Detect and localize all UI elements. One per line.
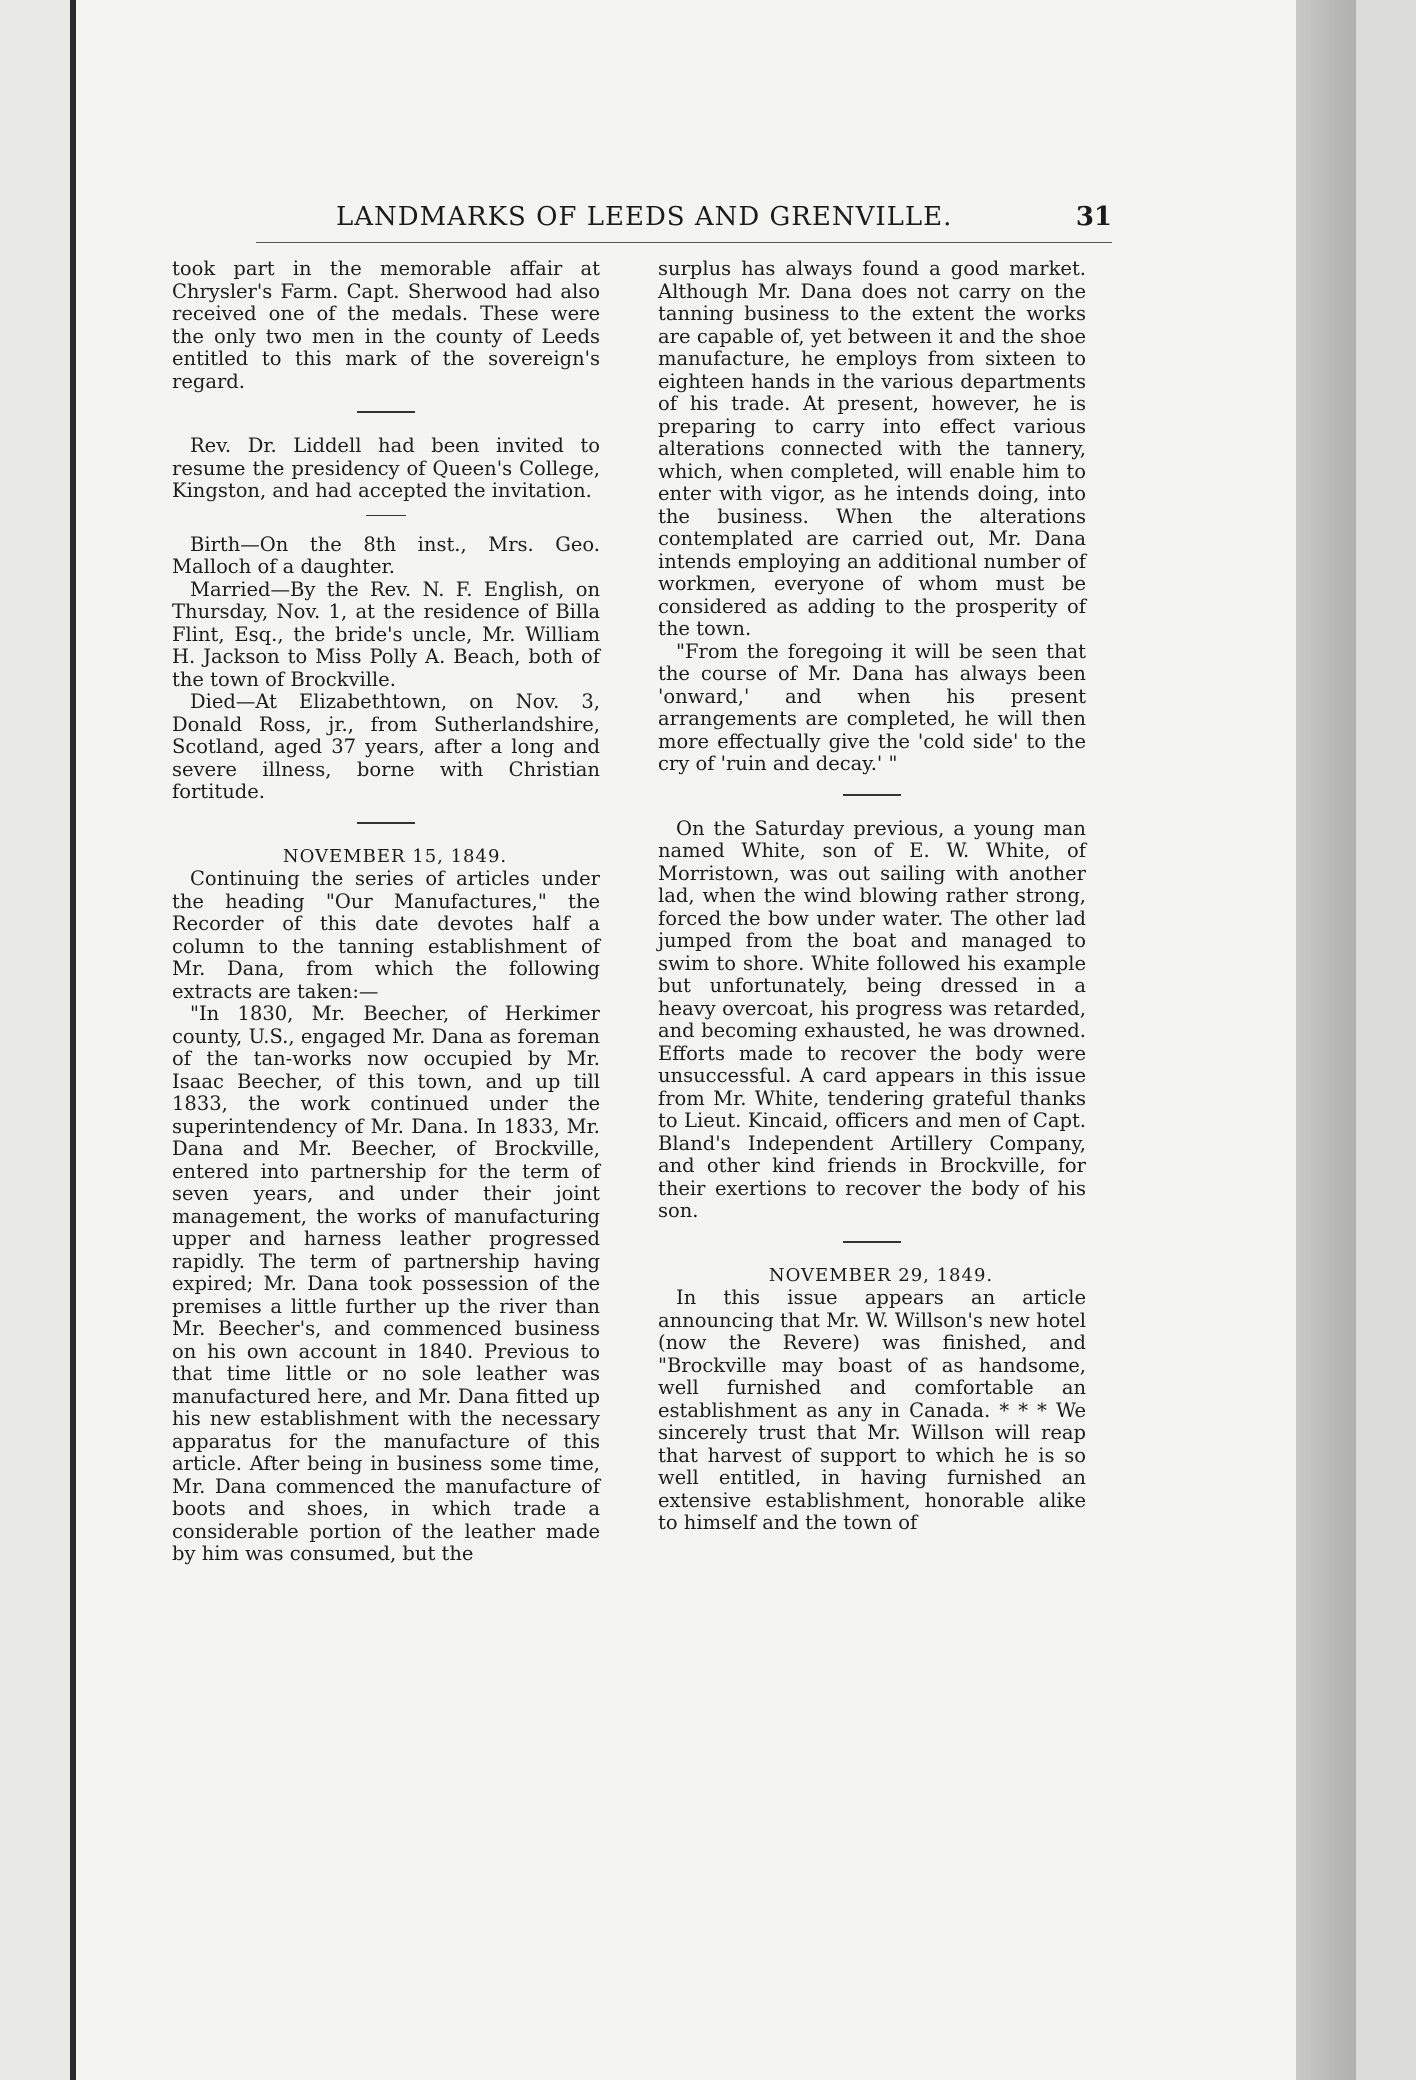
paragraph: Rev. Dr. Liddell had been invited to resume the presidency of Queen's College, Kingston, and had accepted the invitation. (172, 434, 600, 502)
paragraph: Birth—On the 8th inst., Mrs. Geo. Malloch of a daughter. (172, 532, 600, 578)
paragraph: Continuing the series of articles under the heading "Our Manufactures," the Recorder of this date devotes half a column to the tanning establishment of Mr. Dana, from which the following extracts are taken:— (172, 867, 600, 1003)
dateline: NOVEMBER 29, 1849. (768, 1264, 994, 1286)
right-column (658, 258, 1086, 1535)
left-column (172, 258, 600, 1566)
running-head (256, 202, 1112, 243)
paragraph: Married—By the Rev. N. F. English, on Thursday, Nov. 1, at the residence of Billa Flint, Esq., the bride's uncle, Mr. William H. Jackson to Miss Polly A. Beach, both of the town of Brockville. (172, 577, 600, 691)
section-rule (357, 822, 415, 824)
section-rule (843, 1241, 901, 1243)
section-rule (843, 794, 901, 796)
paragraph: In this issue appears an article announcing that Mr. W. Willson's new hotel (now the Revere) was finished, and "Brockville may boast of as handsome, well furnished and comfortable an establishment as any in Canada. * * * We sincerely trust that Mr. Willson will reap that harvest of support to which he is so well entitled, in having furnished an extensive establishment, honorable alike to himself and the town of (658, 1286, 1086, 1534)
dateline: NOVEMBER 15, 1849. (282, 845, 508, 867)
paragraph: took part in the memorable affair at Chrysler's Farm. Capt. Sherwood had also received one of the medals. These were the only two men in the county of Leeds entitled to this mark of the sovereign's regard. (172, 257, 600, 393)
paragraph: Died—At Elizabethtown, on Nov. 3, Donald Ross, jr., from Sutherlandshire, Scotland, aged 37 years, after a long and severe illness, borne with Christian fortitude. (172, 690, 600, 803)
page-fore-edge (1296, 0, 1356, 2080)
section-rule (357, 411, 415, 413)
page-number: 31 (1075, 202, 1112, 232)
paragraph: "From the foregoing it will be seen that the course of Mr. Dana has always been 'onward,' and when his present arrangements are completed, he will then more effectually give the 'cold side' to the cry of 'ruin and decay.' " (658, 639, 1086, 775)
running-head-title: LANDMARKS OF LEEDS AND GRENVILLE. (336, 202, 953, 232)
paragraph: "In 1830, Mr. Beecher, of Herkimer county, U.S., engaged Mr. Dana as foreman of the tan-works now occupied by Mr. Isaac Beecher, of this town, and up till 1833, the work continued under the superintendency of Mr. Dana. In 1833, Mr. Dana and Mr. Beecher, of Brockville, entered into partnership for the term of seven years, and under their joint management, the works of manufacturing upper and harness leather progressed rapidly. The term of partnership having expired; Mr. Dana took possession of the premises a little further up the river than Mr. Beecher's, and commenced business on his own account in 1840. Previous to that time little or no sole leather was manufactured here, and Mr. Dana fitted up his new establishment with the necessary apparatus for the manufacture of this article. After being in business some time, Mr. Dana commenced the manufacture of boots and shoes, in which trade a considerable portion of the leather made by him was consumed, but the (172, 1002, 600, 1565)
section-rule (366, 515, 406, 516)
paragraph: surplus has always found a good market. Although Mr. Dana does not carry on the tanning business to the extent the works are capable of, yet between it and the shoe manufacture, he employs from sixteen to eighteen hands in the various departments of his trade. At present, however, he is preparing to carry into effect various alterations connected with the tannery, which, when completed, will enable him to enter with vigor, as he intends doing, into the business. When the alterations contemplated are carried out, Mr. Dana intends employing an additional number of workmen, everyone of whom must be considered as adding to the prosperity of the town. (658, 257, 1086, 640)
paragraph: On the Saturday previous, a young man named White, son of E. W. White, of Morristown, was out sailing with another lad, when the wind blowing rather strong, forced the bow under water. The other lad jumped from the boat and managed to swim to shore. White followed his example but unfortunately, being dressed in a heavy overcoat, his progress was retarded, and becoming exhausted, he was drowned. Efforts made to recover the body were unsuccessful. A card appears in this issue from Mr. White, tendering grateful thanks to Lieut. Kincaid, officers and men of Capt. Bland's Independent Artillery Company, and other kind friends in Brockville, for their exertions to recover the body of his son. (658, 816, 1086, 1222)
facing-page-edge (0, 0, 76, 2080)
